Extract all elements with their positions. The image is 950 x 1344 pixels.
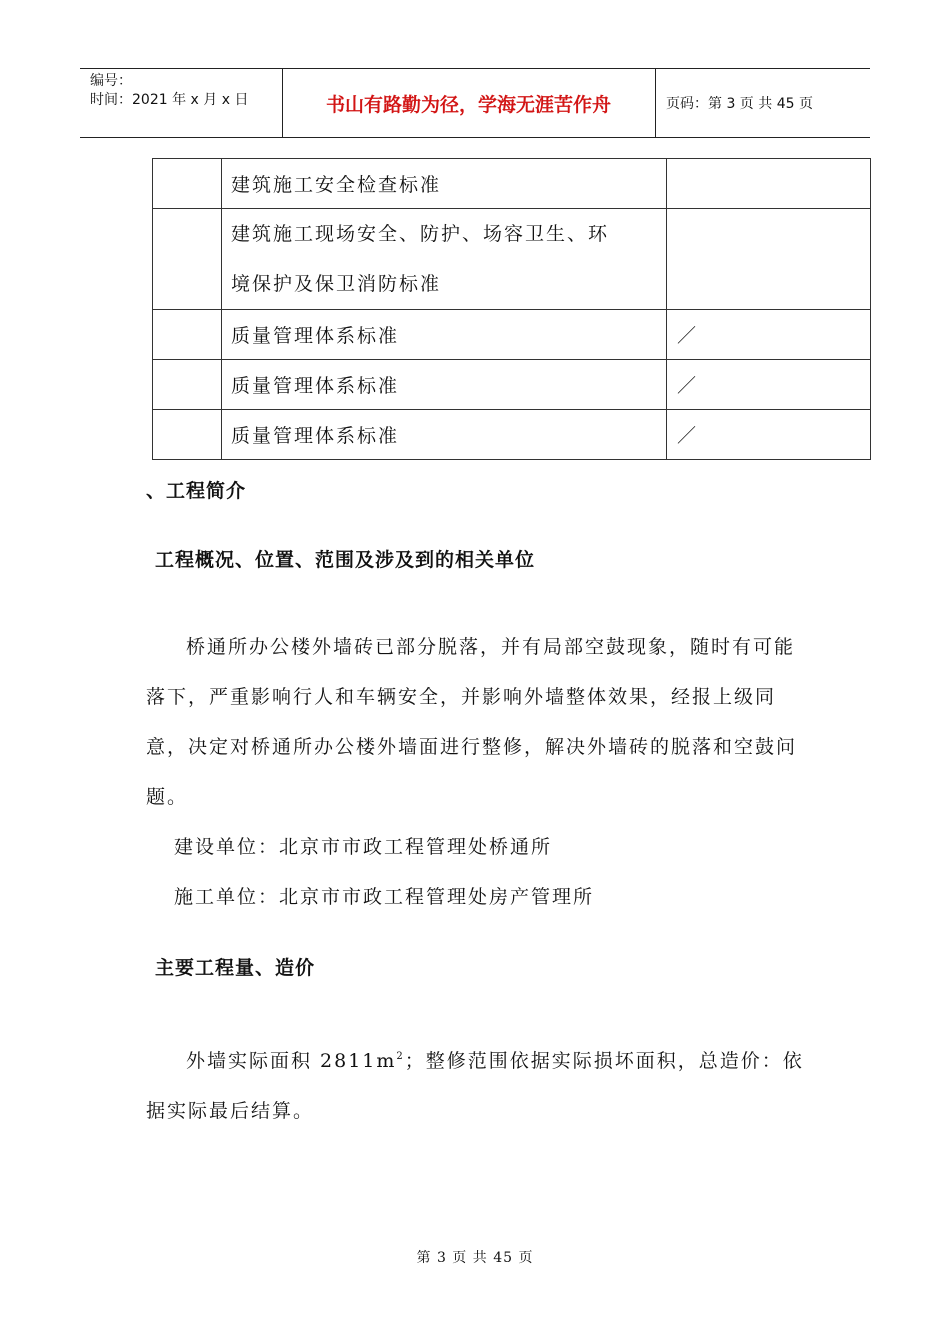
page-footer: 第 3 页 共 45 页 bbox=[416, 1250, 534, 1266]
table-row bbox=[153, 159, 871, 209]
subsection-title-overview: 工程概况、位置、范围及涉及到的相关单位 bbox=[155, 549, 536, 571]
overview-text: 桥通所办公楼外墙砖已部分脱落，并有局部空鼓现象，随时有可能落下，严重影响行人和车辆安全，并影响外墙整体效果，经报上级同意，决定对桥通所办公楼外墙面进行整修，解决外墙砖的脱落和空鼓问题。 bbox=[146, 636, 798, 808]
table-cell-remark: ／ bbox=[667, 310, 871, 360]
quantities-text-part2: ；整修范围依据实际损坏面积，总造价：依据实际最后结算。 bbox=[146, 1050, 804, 1122]
header-page-label: 页码：第 3 页 共 45 页 bbox=[666, 96, 813, 112]
table-row bbox=[153, 209, 871, 310]
table-row bbox=[153, 410, 871, 460]
table-cell-index bbox=[153, 410, 222, 460]
overview-paragraph bbox=[146, 622, 806, 822]
standards-table bbox=[152, 158, 871, 460]
quantities-paragraph bbox=[146, 1032, 806, 1136]
superscript-2: 2 bbox=[396, 1051, 405, 1062]
page-header bbox=[80, 68, 870, 138]
table-cell-standard: 质量管理体系标准 bbox=[222, 310, 667, 360]
table-cell-standard: 质量管理体系标准 bbox=[222, 360, 667, 410]
subsection-title-quantities: 主要工程量、造价 bbox=[155, 957, 316, 979]
standard-line: 建筑施工现场安全、防护、场容卫生、环 bbox=[231, 223, 610, 245]
table-row bbox=[153, 310, 871, 360]
table-cell-standard bbox=[222, 209, 667, 310]
table-cell-index bbox=[153, 159, 222, 209]
table-cell-index bbox=[153, 209, 222, 310]
table-cell-index bbox=[153, 310, 222, 360]
standard-line: 境保护及保卫消防标准 bbox=[231, 273, 442, 295]
number-label: 编号： bbox=[90, 73, 132, 89]
time-label: 时间：2021 年 x 月 x 日 bbox=[90, 92, 249, 108]
contractor: 施工单位：北京市市政工程管理处房产管理所 bbox=[174, 886, 595, 908]
quantities-text-part1: 外墙实际面积 2811m bbox=[186, 1050, 397, 1072]
table-cell-standard: 建筑施工安全检查标准 bbox=[222, 159, 667, 209]
header-slogan: 书山有路勤为径，学海无涯苦作舟 bbox=[282, 69, 656, 137]
table-row bbox=[153, 360, 871, 410]
table-cell-index bbox=[153, 360, 222, 410]
table-cell-standard: 质量管理体系标准 bbox=[222, 410, 667, 460]
section-title: 、工程简介 bbox=[146, 480, 247, 502]
construction-owner: 建设单位：北京市市政工程管理处桥通所 bbox=[174, 836, 553, 858]
table-cell-remark bbox=[667, 209, 871, 310]
table-cell-remark bbox=[667, 159, 871, 209]
table-cell-remark: ／ bbox=[667, 360, 871, 410]
header-info-cell bbox=[80, 69, 283, 137]
table-cell-remark: ／ bbox=[667, 410, 871, 460]
